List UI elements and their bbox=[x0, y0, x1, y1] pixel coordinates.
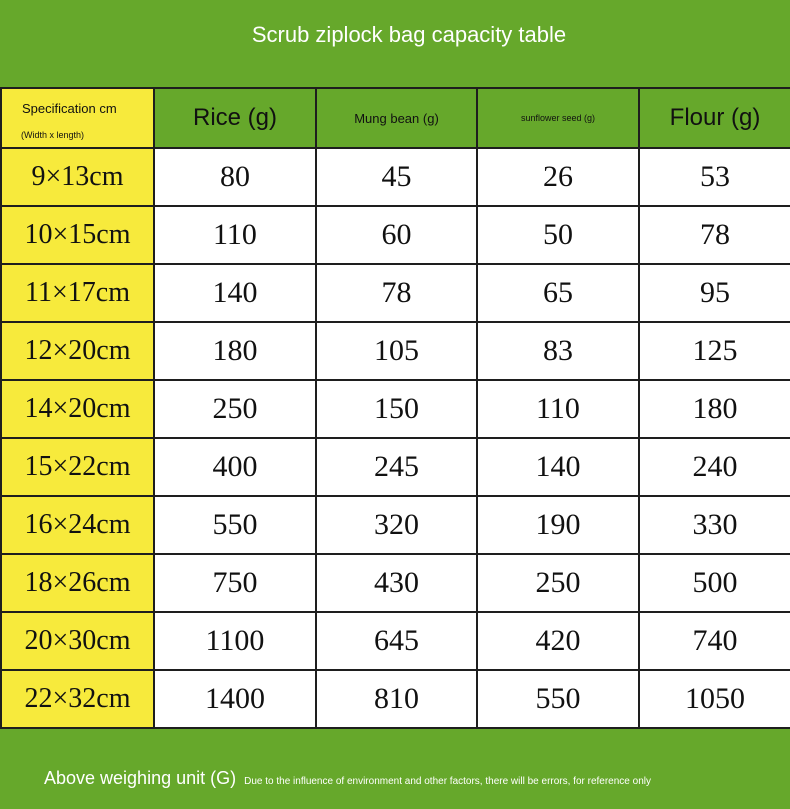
cell-rice: 250 bbox=[154, 380, 316, 438]
cell-rice: 110 bbox=[154, 206, 316, 264]
capacity-table bbox=[0, 87, 790, 729]
cell-specification: 20×30cm bbox=[1, 612, 154, 670]
cell-mung-bean: 645 bbox=[316, 612, 477, 670]
cell-rice: 400 bbox=[154, 438, 316, 496]
cell-rice: 1400 bbox=[154, 670, 316, 728]
cell-specification: 16×24cm bbox=[1, 496, 154, 554]
cell-sunflower-seed: 50 bbox=[477, 206, 639, 264]
table-row bbox=[1, 206, 790, 264]
header-mung-bean: Mung bean (g) bbox=[316, 88, 477, 148]
footer-note: Due to the influence of environment and other factors, there will be errors, for reference only bbox=[244, 776, 651, 787]
cell-mung-bean: 105 bbox=[316, 322, 477, 380]
cell-flour: 125 bbox=[639, 322, 790, 380]
cell-flour: 180 bbox=[639, 380, 790, 438]
header-specification-label: Specification cm bbox=[22, 101, 117, 116]
cell-mung-bean: 320 bbox=[316, 496, 477, 554]
cell-rice: 750 bbox=[154, 554, 316, 612]
cell-sunflower-seed: 550 bbox=[477, 670, 639, 728]
cell-specification: 22×32cm bbox=[1, 670, 154, 728]
cell-sunflower-seed: 26 bbox=[477, 148, 639, 206]
cell-flour: 330 bbox=[639, 496, 790, 554]
cell-mung-bean: 78 bbox=[316, 264, 477, 322]
table-row bbox=[1, 612, 790, 670]
table-row bbox=[1, 380, 790, 438]
cell-sunflower-seed: 83 bbox=[477, 322, 639, 380]
cell-mung-bean: 45 bbox=[316, 148, 477, 206]
cell-mung-bean: 430 bbox=[316, 554, 477, 612]
cell-mung-bean: 150 bbox=[316, 380, 477, 438]
header-sunflower-seed: sunflower seed (g) bbox=[477, 88, 639, 148]
cell-rice: 180 bbox=[154, 322, 316, 380]
table-row bbox=[1, 322, 790, 380]
cell-sunflower-seed: 110 bbox=[477, 380, 639, 438]
header-specification-sublabel: (Width x length) bbox=[21, 130, 85, 140]
cell-rice: 140 bbox=[154, 264, 316, 322]
cell-flour: 240 bbox=[639, 438, 790, 496]
header-specification bbox=[1, 88, 154, 148]
cell-flour: 53 bbox=[639, 148, 790, 206]
table-row bbox=[1, 496, 790, 554]
cell-sunflower-seed: 190 bbox=[477, 496, 639, 554]
cell-sunflower-seed: 250 bbox=[477, 554, 639, 612]
cell-mung-bean: 810 bbox=[316, 670, 477, 728]
cell-flour: 95 bbox=[639, 264, 790, 322]
cell-sunflower-seed: 140 bbox=[477, 438, 639, 496]
cell-specification: 12×20cm bbox=[1, 322, 154, 380]
cell-specification: 18×26cm bbox=[1, 554, 154, 612]
header-flour: Flour (g) bbox=[639, 88, 790, 148]
cell-flour: 740 bbox=[639, 612, 790, 670]
table-row bbox=[1, 554, 790, 612]
table-header-row bbox=[1, 88, 790, 148]
cell-rice: 550 bbox=[154, 496, 316, 554]
cell-specification: 10×15cm bbox=[1, 206, 154, 264]
cell-rice: 80 bbox=[154, 148, 316, 206]
footer bbox=[44, 768, 651, 789]
cell-sunflower-seed: 65 bbox=[477, 264, 639, 322]
cell-specification: 11×17cm bbox=[1, 264, 154, 322]
cell-rice: 1100 bbox=[154, 612, 316, 670]
footer-unit-text: Above weighing unit (G) bbox=[44, 768, 237, 788]
cell-mung-bean: 60 bbox=[316, 206, 477, 264]
cell-sunflower-seed: 420 bbox=[477, 612, 639, 670]
cell-specification: 15×22cm bbox=[1, 438, 154, 496]
cell-flour: 78 bbox=[639, 206, 790, 264]
cell-specification: 9×13cm bbox=[1, 148, 154, 206]
cell-flour: 500 bbox=[639, 554, 790, 612]
cell-specification: 14×20cm bbox=[1, 380, 154, 438]
page-title: Scrub ziplock bag capacity table bbox=[251, 22, 567, 47]
cell-flour: 1050 bbox=[639, 670, 790, 728]
table-row bbox=[1, 438, 790, 496]
table-row bbox=[1, 148, 790, 206]
cell-mung-bean: 245 bbox=[316, 438, 477, 496]
table-row bbox=[1, 264, 790, 322]
header-rice: Rice (g) bbox=[154, 88, 316, 148]
table-row bbox=[1, 670, 790, 728]
